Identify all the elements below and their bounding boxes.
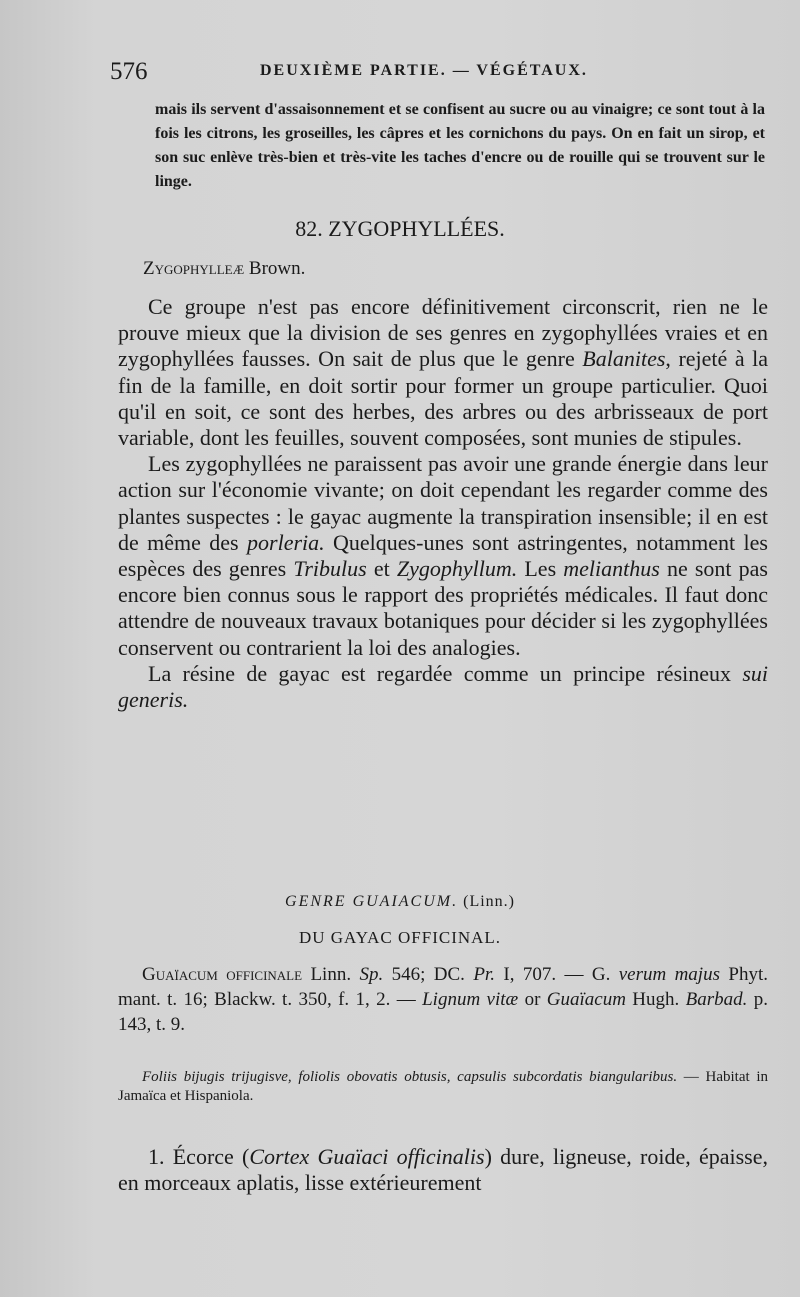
intro-paragraph: [155, 98, 765, 194]
item-1-text: 1. Écorce (Cortex Guaïaci officinalis) dure, ligneuse, roide, épaisse, en morceaux aplatis, lisse extérieurement: [118, 1144, 768, 1195]
intro-text: mais ils servent d'assaisonnement et se confisent au sucre ou au vinaigre; ce sont tout à la fois les citrons, les groseilles, les câpres et les cornichons du pays. On en fait un sirop, et son suc enlève très-bien et très-vite les taches d'encre ou de rouille qui se trouvent sur le linge.: [155, 101, 765, 190]
synonymy-text: Guaïacum officinale Linn. Sp. 546; DC. Pr. I, 707. — G. verum majus Phyt. mant. t. 16; Blackw. t. 350, f. 1, 2. — Lignum vitæ or Guaïacum Hugh. Barbad. p. 143, t. 9.: [118, 964, 769, 1035]
paragraph-1: Ce groupe n'est pas encore définitivement circonscrit, rien ne le prouve mieux que la division de ses genres en zygophyllées vraies et en zygophyllées fausses. On sait de plus que le genre Balanites, rejeté à la fin de la famille, en doit sortir pour former un groupe particulier. Quoi qu'il en soit, ce sont des herbes, des arbres ou des arbrisseaux de port variable, dont les feuilles, souvent composées, sont munies de stipules.: [118, 294, 768, 451]
running-title: DEUXIÈME PARTIE. — VÉGÉTAUX.: [260, 62, 588, 79]
paragraph-3: La résine de gayac est regardée comme un principe résineux sui generis.: [118, 660, 768, 713]
genus-heading: [0, 893, 800, 911]
family-authority: [143, 258, 305, 280]
family-author: Brown.: [248, 258, 306, 279]
paragraph-2: Les zygophyllées ne paraissent pas avoir une grande énergie dans leur action sur l'économie vivante; on doit cependant les regarder comme des plantes suspectes : le gayac augmente la transpiration insensible; il en est de même des porleria. Quelques-unes sont astringentes, notamment les espèces des genres Tribulus et Zygophyllum. Les melianthus ne sont pas encore bien connus sous le rapport des propriétés médicales. Il faut donc attendre de nouveaux travaux botaniques pour décider si les zygophyllées conservent ou contrarient la loi des analogies.: [118, 451, 768, 660]
main-text: [118, 294, 768, 713]
numbered-item: [118, 1144, 768, 1196]
family-name: Zygophylleæ: [143, 258, 245, 279]
genus-name: GENRE GUAIACUM.: [285, 893, 459, 910]
section-title: 82. ZYGOPHYLLÉES.: [295, 216, 505, 241]
species-heading: DU GAYAC OFFICINAL.: [298, 928, 502, 947]
diagnosis-text: Foliis bijugis trijugisve, foliolis obovatis obtusis, capsulis subcordatis biangularibus. — Habitat in Jamaïca et Hispaniola.: [118, 1069, 769, 1104]
genus-author: (Linn.): [458, 893, 515, 910]
species-name: Guaïacum officinale: [142, 964, 303, 985]
page-number: 576: [110, 58, 148, 85]
page-header: [110, 58, 770, 88]
synonymy: [118, 962, 768, 1037]
diagnosis: [118, 1068, 768, 1106]
